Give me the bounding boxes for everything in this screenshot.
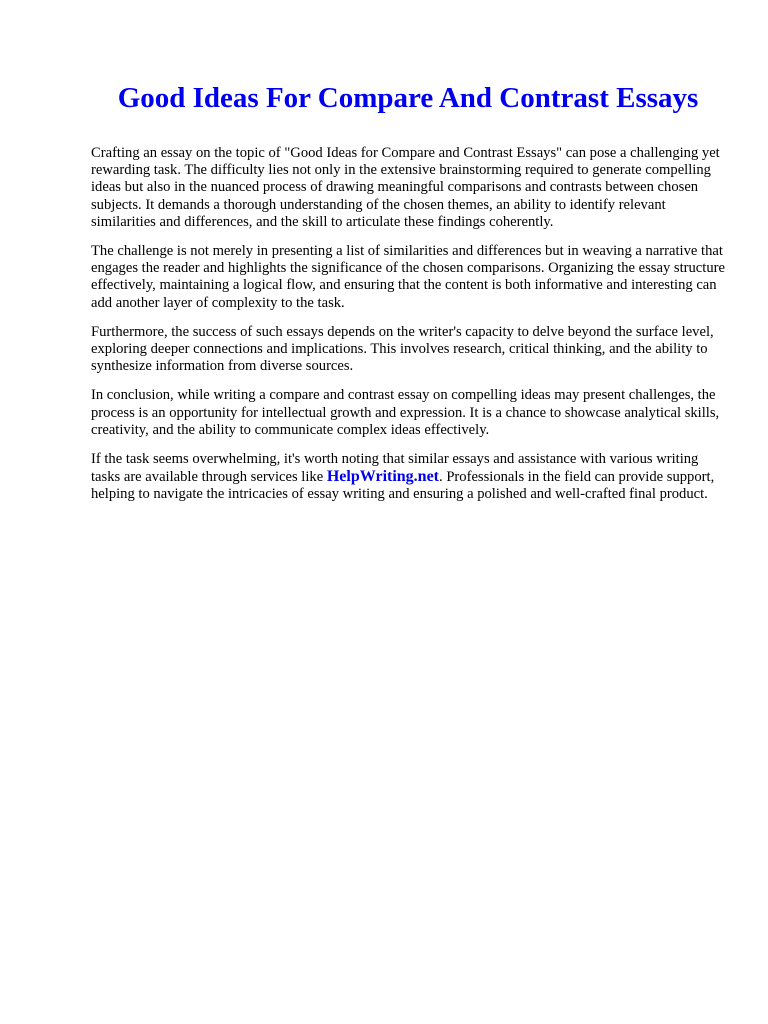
helpwriting-link[interactable]: HelpWriting.net — [326, 468, 440, 486]
page-title-text: Good Ideas For Compare And Contrast Essays — [117, 82, 699, 114]
page-title — [0, 80, 768, 116]
paragraph-challenge: The challenge is not merely in presenting a list of similarities and differences but in weaving a narrative that engages the reader and highlights the significance of the chosen comparisons. Organizing the essay structure effectively, maintaining a logical flow, and ensuring that the content is both informative and interesting can add another layer of complexity to the task. — [91, 243, 725, 311]
final-text-before-link: If the task seems overwhelming, it's worth noting that similar essays and assistance with various writing tasks are available through services like — [91, 451, 699, 486]
document-body — [91, 145, 726, 504]
paragraph-intro: Crafting an essay on the topic of "Good Ideas for Compare and Contrast Essays" can pose a challenging yet rewarding task. The difficulty lies not only in the extensive brainstorming required to generate compelling ideas but also in the nuanced process of drawing meaningful comparisons and contrasts between chosen subjects. It demands a thorough understanding of the chosen themes, an ability to identify relevant similarities and differences, and the skill to articulate these findings coherently. — [91, 145, 720, 230]
final-text-after-link: . Professionals in the field can provide support, helping to navigate the intricacies of essay writing and ensuring a polished and well-crafted final product. — [91, 469, 715, 503]
paragraph-furthermore: Furthermore, the success of such essays depends on the writer's capacity to delve beyond the surface level, exploring deeper connections and implications. This involves research, critical thinking, and the ability to synthesize information from diverse sources. — [91, 323, 714, 375]
paragraph-final — [91, 451, 726, 504]
paragraph-conclusion: In conclusion, while writing a compare and contrast essay on compelling ideas may present challenges, the process is an opportunity for intellectual growth and expression. It is a chance to showcase analytical skills, creativity, and the ability to communicate complex ideas effectively. — [91, 387, 720, 438]
